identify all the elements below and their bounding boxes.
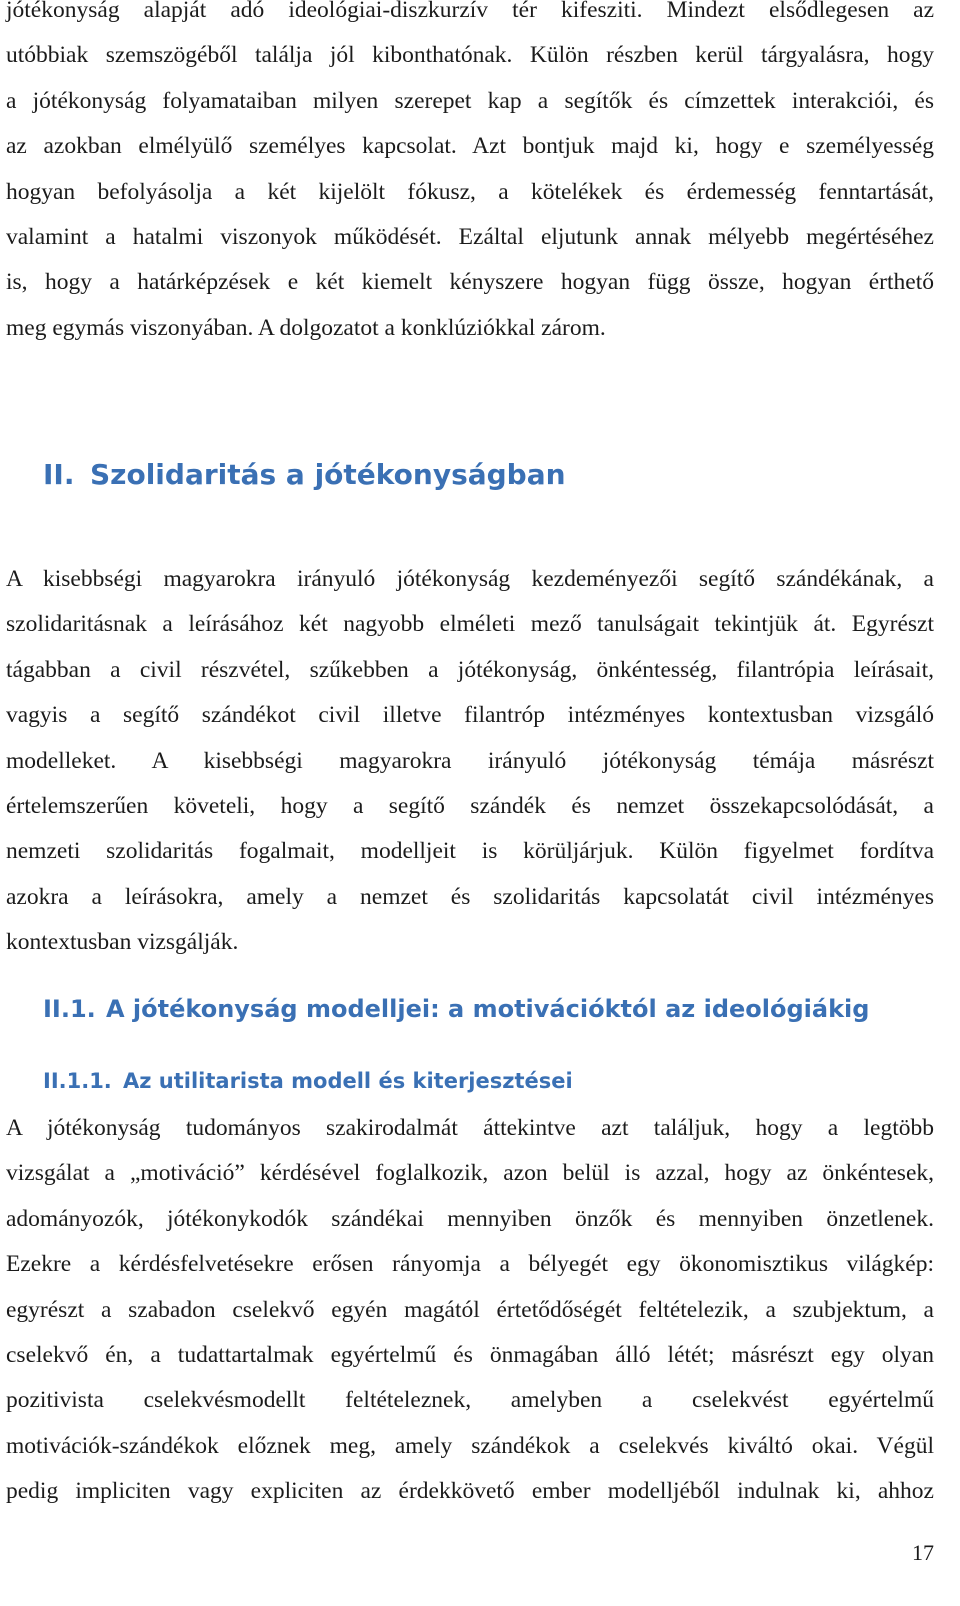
subsection-heading-ii-1 xyxy=(43,991,869,1027)
text-line: azokra a leírásokra, amely a nemzet és szolidaritás kapcsolatát civil intézményes xyxy=(6,883,934,910)
subsubsection-title: Az utilitarista modell és kiterjesztései xyxy=(123,1069,573,1093)
text-line: tágabban a civil részvétel, szűkebben a jótékonyság, önkéntesség, filantrópia leírásait, xyxy=(6,656,934,683)
subsection-paragraph xyxy=(6,1106,934,1515)
text-line: pedig impliciten vagy expliciten az érdekkövető ember modelljéből indulnak ki, ahhoz xyxy=(6,1478,934,1505)
page-number: 17 xyxy=(912,1540,934,1565)
text-line: pozitivista cselekvésmodellt feltételeznek, amelyben a cselekvést egyértelmű xyxy=(6,1387,934,1414)
text-line: valamint a hatalmi viszonyok működését. Ezáltal eljutunk annak mélyebb megértéséhez xyxy=(6,223,934,250)
text-line: értelemszerűen követeli, hogy a segítő szándék és nemzet összekapcsolódását, a xyxy=(6,792,934,819)
intro-paragraph xyxy=(6,0,934,351)
text-line: Ezekre a kérdésfelvetésekre erősen rányomja a bélyegét egy ökonomisztikus világkép: xyxy=(6,1251,934,1278)
section-number: II. xyxy=(43,458,75,491)
text-line: jótékonyság alapját adó ideológiai-diszkurzív tér kifesziti. Mindezt elsődlegesen az xyxy=(6,0,934,23)
text-line: vizsgálat a „motiváció” kérdésével foglalkozik, azon belül is azzal, hogy az önkéntesek, xyxy=(6,1160,934,1187)
text-line: az azokban elmélyülő személyes kapcsolat. Azt bontjuk majd ki, hogy e személyesség xyxy=(6,133,934,160)
text-line: modelleket. A kisebbségi magyarokra irányuló jótékonyság témája másrészt xyxy=(6,747,934,774)
text-line: nemzeti szolidaritás fogalmait, modelljeit is körüljárjuk. Külön figyelmet fordítva xyxy=(6,838,934,865)
section-heading-ii xyxy=(43,455,566,495)
text-line: vagyis a segítő szándékot civil illetve filantróp intézményes kontextusban vizsgáló xyxy=(6,702,934,729)
text-line: utóbbiak szemszögéből találja jól kibonthatónak. Külön részben kerül tárgyalásra, hogy xyxy=(6,42,934,69)
text-line: cselekvő én, a tudattartalmak egyértelmű és önmagában álló létét; másrészt egy olyan xyxy=(6,1341,934,1368)
subsubsection-heading-ii-1-1 xyxy=(43,1066,573,1096)
subsection-number: II.1. xyxy=(43,995,96,1023)
text-line: A jótékonyság tudományos szakirodalmát áttekintve azt találjuk, hogy a legtöbb xyxy=(6,1115,934,1141)
text-line: A kisebbségi magyarokra irányuló jótékonyság kezdeményezői segítő szándékának, a xyxy=(6,566,934,592)
text-line: motivációk-szándékok előznek meg, amely szándékok a cselekvés kiváltó okai. Végül xyxy=(6,1432,934,1459)
text-line: szolidaritásnak a leírásához két nagyobb elméleti mező tanulságait tekintjük át. Egyrészt xyxy=(6,611,934,638)
text-line: is, hogy a határképzések e két kiemelt kényszere hogyan függ össze, hogyan érthető xyxy=(6,269,934,296)
text-line: egyrészt a szabadon cselekvő egyén magától értetődőségét feltételezik, a szubjektum, a xyxy=(6,1296,934,1323)
text-line: meg egymás viszonyában. A dolgozatot a konklúziókkal zárom. xyxy=(6,314,606,341)
subsubsection-number: II.1.1. xyxy=(43,1069,112,1093)
text-line: hogyan befolyásolja a két kijelölt fókusz, a kötelékek és érdemesség fenntartását, xyxy=(6,178,934,205)
text-line: a jótékonyság folyamataiban milyen szerepet kap a segítők és címzettek interakciói, és xyxy=(6,87,934,114)
text-line: adományozók, jótékonykodók szándékai mennyiben önzők és mennyiben önzetlenek. xyxy=(6,1205,934,1232)
section-title: Szolidaritás a jótékonyságban xyxy=(90,458,566,491)
section-paragraph xyxy=(6,557,934,966)
subsection-title: A jótékonyság modelljei: a motivációktól az ideológiákig xyxy=(106,995,870,1023)
text-line: kontextusban vizsgálják. xyxy=(6,929,239,956)
